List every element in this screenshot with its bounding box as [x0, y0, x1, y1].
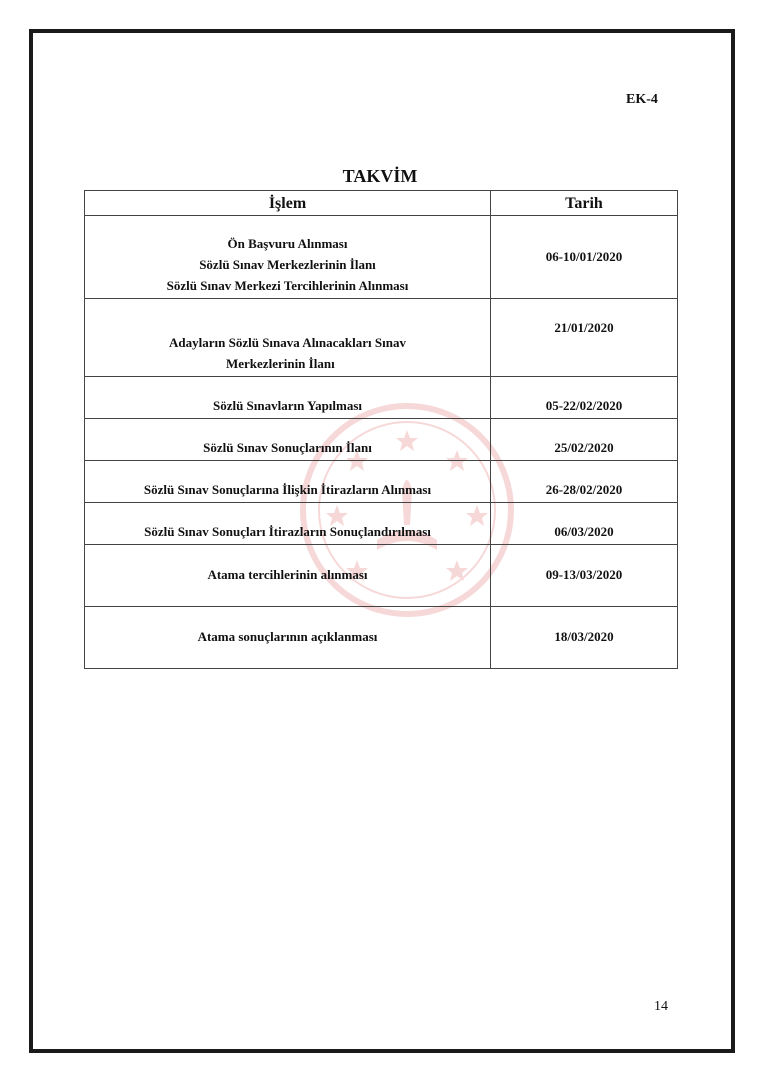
operation-text: Sözlü Sınav Merkezi Tercihlerinin Alınması — [166, 278, 409, 293]
calendar-title: TAKVİM — [342, 166, 418, 186]
table-row — [85, 461, 678, 503]
operation-cell — [85, 216, 491, 299]
operation-cell — [85, 299, 491, 377]
operation-text: Ön Başvuru Alınması — [227, 236, 348, 251]
date-cell — [491, 216, 678, 299]
table-row — [85, 607, 678, 669]
operation-text: Sözlü Sınav Sonuçlarının İlanı — [203, 440, 372, 455]
operation-text: Adayların Sözlü Sınava Alınacakları Sınav — [169, 335, 406, 350]
operation-text: Atama tercihlerinin alınması — [207, 567, 368, 582]
date-text: 09-13/03/2020 — [545, 567, 623, 582]
calendar-table — [84, 190, 678, 669]
header-date: Tarih — [491, 191, 678, 216]
operation-cell — [85, 607, 491, 669]
operation-cell — [85, 545, 491, 607]
date-text: 21/01/2020 — [554, 320, 614, 335]
operation-text: Merkezlerinin İlanı — [226, 356, 335, 371]
date-cell — [491, 419, 678, 461]
operation-cell — [85, 419, 491, 461]
date-text: 06-10/01/2020 — [545, 248, 623, 264]
date-text: 25/02/2020 — [554, 440, 614, 455]
annex-label: EK-4 — [626, 92, 658, 107]
date-cell — [491, 607, 678, 669]
operation-cell — [85, 503, 491, 545]
table-row — [85, 419, 678, 461]
operation-text: Atama sonuçlarının açıklanması — [197, 629, 378, 644]
table-row — [85, 377, 678, 419]
date-cell — [491, 299, 678, 377]
operation-text: Sözlü Sınav Sonuçları İtirazların Sonuçlandırılması — [144, 524, 431, 539]
header-operation: İşlem — [85, 191, 491, 216]
date-cell — [491, 545, 678, 607]
date-text: 26-28/02/2020 — [545, 482, 623, 497]
table-row — [85, 503, 678, 545]
page-number: 14 — [654, 999, 668, 1014]
date-cell — [491, 503, 678, 545]
table-header-row — [85, 191, 678, 216]
operation-text: Sözlü Sınavların Yapılması — [212, 398, 363, 413]
table-row — [85, 299, 678, 377]
table-row — [85, 545, 678, 607]
date-text: 06/03/2020 — [554, 524, 614, 539]
table-row — [85, 216, 678, 299]
date-cell — [491, 377, 678, 419]
date-text: 05-22/02/2020 — [545, 398, 623, 413]
date-cell — [491, 461, 678, 503]
operation-text: Sözlü Sınav Merkezlerinin İlanı — [199, 257, 376, 272]
operation-cell — [85, 461, 491, 503]
operation-text: Sözlü Sınav Sonuçlarına İlişkin İtirazların Alınması — [143, 482, 432, 497]
operation-cell — [85, 377, 491, 419]
date-text: 18/03/2020 — [554, 629, 614, 644]
